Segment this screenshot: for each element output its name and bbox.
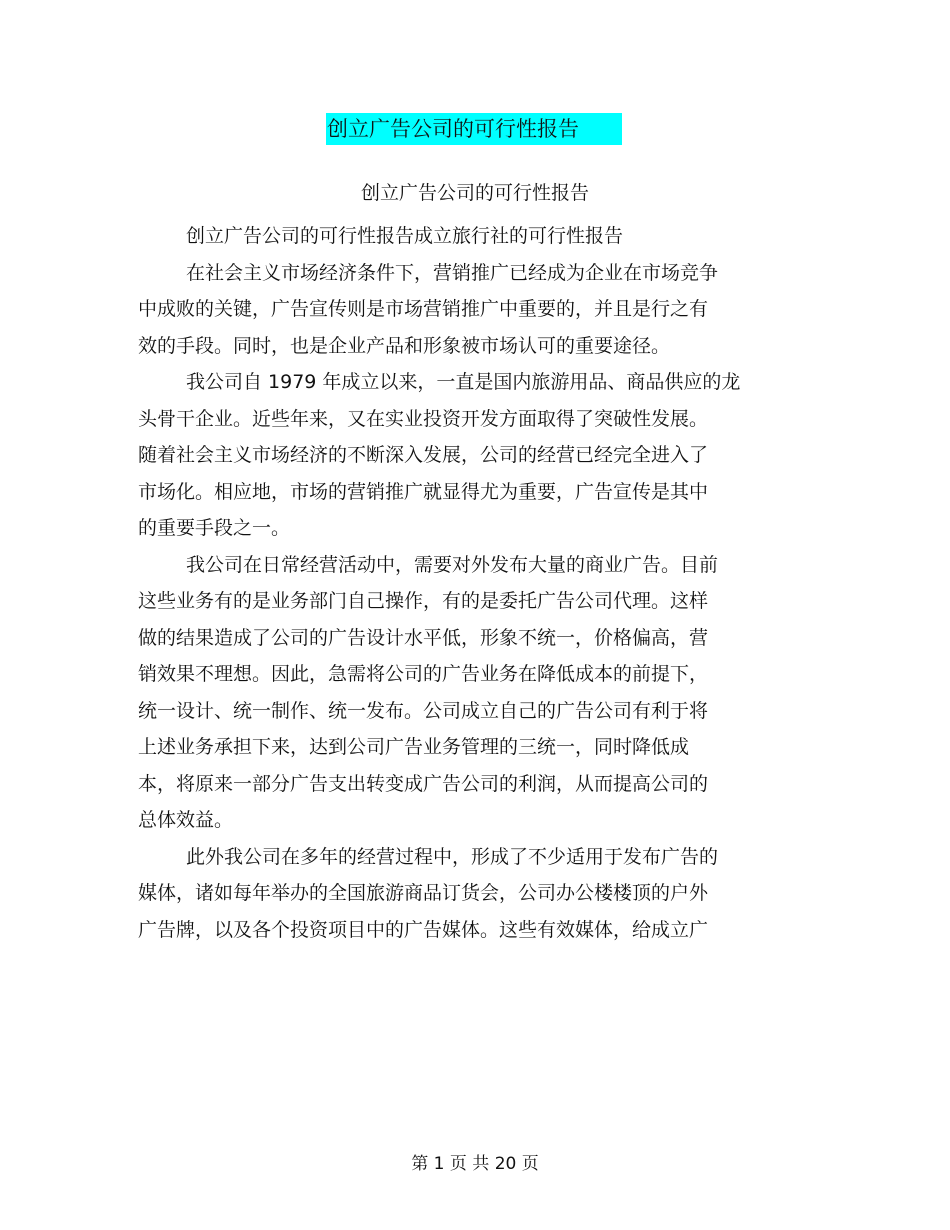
body-line: 头骨干企业。近些年来，又在实业投资开发方面取得了突破性发展。 <box>138 407 709 430</box>
body-line: 随着社会主义市场经济的不断深入发展，公司的经营已经完全进入了 <box>138 444 709 466</box>
body-line: 本，将原来一部分广告支出转变成广告公司的利润，从而提高公司的 <box>138 772 709 795</box>
document-subtitle: 创立广告公司的可行性报告 <box>360 182 589 204</box>
body-line: 在社会主义市场经济条件下，营销推广已经成为企业在市场竞争 <box>186 261 719 284</box>
body-line: 中成败的关键，广告宣传则是市场营销推广中重要的，并且是行之有 <box>138 298 709 320</box>
body-line: 上述业务承担下来，达到公司广告业务管理的三统一，同时降低成 <box>138 736 690 758</box>
body-line: 媒体，诸如每年举办的全国旅游商品订货会，公司办公楼楼顶的户外 <box>138 882 709 904</box>
body-line: 总体效益。 <box>138 809 234 831</box>
document-title: 创立广告公司的可行性报告 <box>326 113 622 145</box>
body-line: 销效果不理想。因此，急需将公司的广告业务在降低成本的前提下， <box>138 663 709 685</box>
body-line: 我公司在日常经营活动中，需要对外发布大量的商业广告。目前 <box>186 553 719 576</box>
body-line: 市场化。相应地，市场的营销推广就显得尤为重要，广告宣传是其中 <box>138 480 709 503</box>
body-line: 做的结果造成了公司的广告设计水平低，形象不统一，价格偏高，营 <box>138 626 709 649</box>
body-line: 广告牌，以及各个投资项目中的广告媒体。这些有效媒体，给成立广 <box>138 918 709 941</box>
body-line: 创立广告公司的可行性报告成立旅行社的可行性报告 <box>186 225 624 247</box>
body-line: 的重要手段之一。 <box>138 517 291 539</box>
document-body <box>138 218 788 948</box>
body-line: 这些业务有的是业务部门自己操作，有的是委托广告公司代理。这样 <box>138 590 709 612</box>
body-line: 我公司自 1979 年成立以来，一直是国内旅游用品、商品供应的龙 <box>186 371 741 393</box>
body-line: 此外我公司在多年的经营过程中，形成了不少适用于发布广告的 <box>186 845 719 868</box>
page-footer: 第 1 页 共 20 页 <box>411 1154 539 1174</box>
body-line: 效的手段。同时，也是企业产品和形象被市场认可的重要途径。 <box>138 334 671 357</box>
body-line: 统一设计、统一制作、统一发布。公司成立自己的广告公司有利于将 <box>138 699 709 722</box>
